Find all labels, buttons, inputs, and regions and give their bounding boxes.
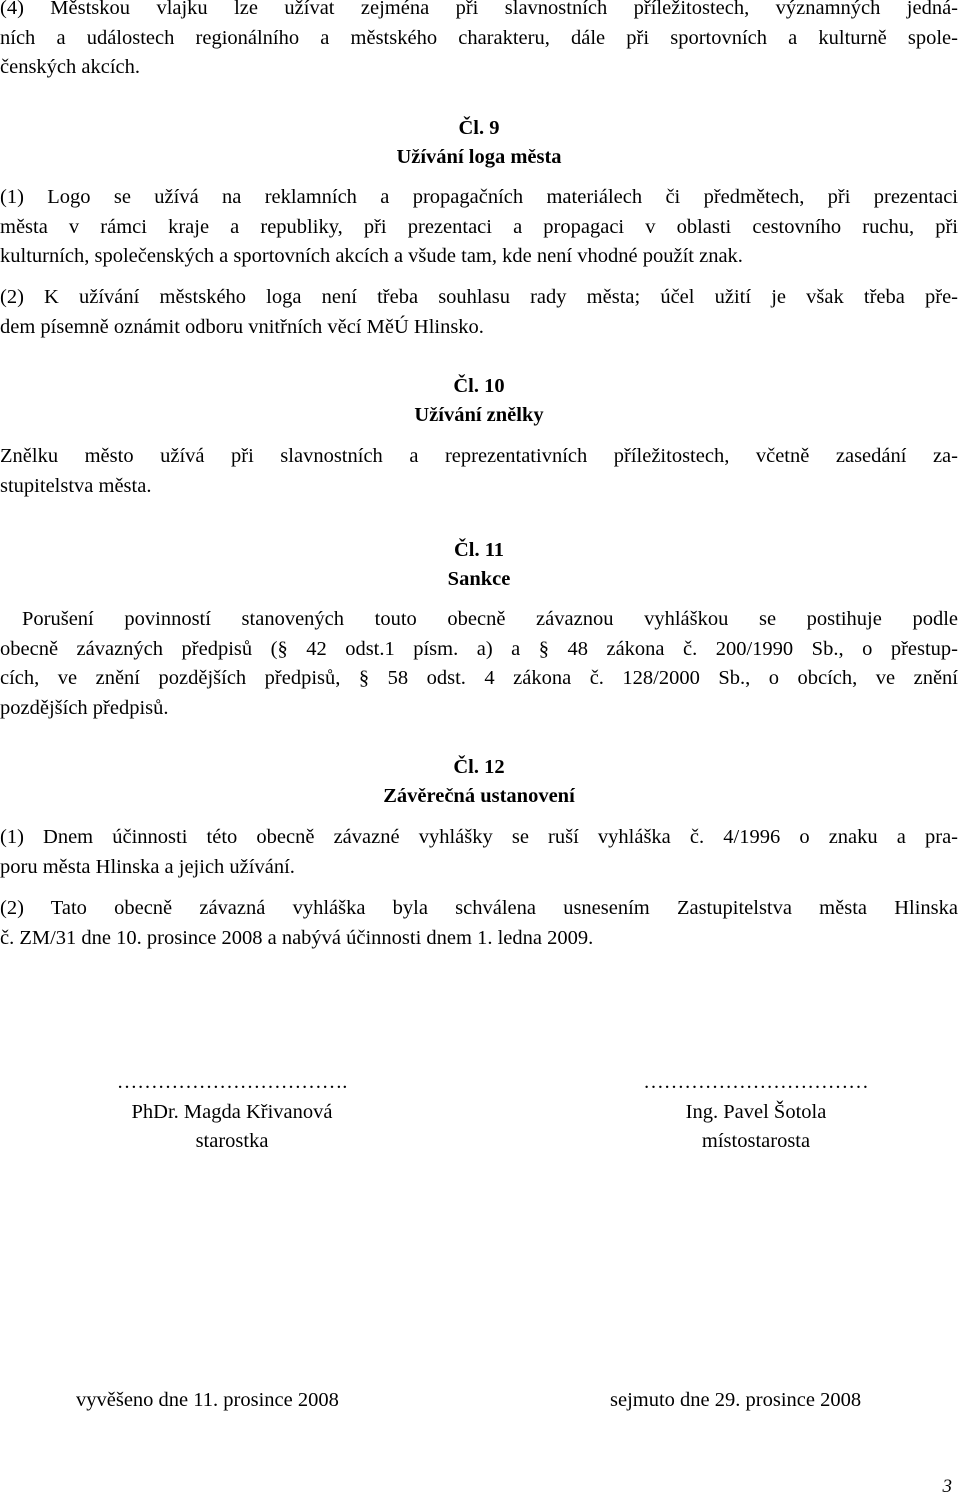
- text-line: cích, ve znění pozdějších předpisů, § 58 odst. 4 zákona č. 128/2000 Sb., o obcích, ve znění: [0, 667, 958, 689]
- article-9-number: [0, 114, 958, 144]
- article-11-number: [0, 536, 958, 566]
- signature-block-deputy-mayor: [586, 1068, 926, 1157]
- article-12-paragraph-1: [0, 823, 958, 882]
- article-9-paragraph-1: [0, 183, 958, 272]
- signatory-name: Ing. Pavel Šotola: [685, 1100, 827, 1123]
- text-line: kulturních, společenských a sportovních akcích a všude tam, kde není vhodné použít znak.: [0, 245, 743, 267]
- article-12-paragraph-2: [0, 894, 958, 953]
- article-title: Sankce: [447, 568, 511, 590]
- text-line: Znělku město užívá při slavnostních a reprezentativních příležitostech, včetně zasedání za-: [0, 445, 958, 467]
- text-line: ních a událostech regionálního a městského charakteru, dále při sportovních a kulturně spole-: [0, 26, 958, 49]
- article-9-title: [0, 143, 958, 173]
- article-9-paragraph-2: [0, 283, 958, 342]
- text-line: města v rámci kraje a republiky, při prezentaci a propagaci v oblasti cestovního ruchu, při: [0, 215, 958, 238]
- signature-line: …………………………….: [116, 1071, 348, 1093]
- signature-line: ……………………………: [643, 1071, 869, 1093]
- text-line: stupitelstva města.: [0, 474, 152, 497]
- signatory-name: PhDr. Magda Křivanová: [131, 1100, 333, 1123]
- article-number: Čl. 9: [458, 117, 500, 139]
- posted-date: vyvěšeno dne 11. prosince 2008: [76, 1389, 339, 1411]
- text-line: pozdějších předpisů.: [0, 696, 169, 719]
- text-line: čenských akcích.: [0, 56, 141, 78]
- article-title: Užívání znělky: [414, 404, 544, 426]
- page-number: 3: [942, 1476, 952, 1497]
- removed-date: sejmuto dne 29. prosince 2008: [610, 1389, 862, 1411]
- article-11-paragraph: [0, 605, 958, 723]
- article-number: Čl. 11: [453, 539, 505, 561]
- text-line: (1) Logo se užívá na reklamních a propagačních materiálech či předmětech, při prezentaci: [0, 186, 958, 208]
- signatory-role: místostarosta: [701, 1130, 811, 1152]
- text-line: Porušení povinností stanovených touto obecně závaznou vyhláškou se postihuje podle: [22, 608, 958, 630]
- article-number: Čl. 10: [453, 375, 505, 397]
- article-10-title: [0, 401, 958, 431]
- article-11-title: [0, 565, 958, 595]
- article-title: Užívání loga města: [396, 146, 562, 168]
- signature-block-mayor: [62, 1068, 402, 1157]
- text-line: (4) Městskou vlajku lze užívat zejména při slavnostních příležitostech, významných jedná-: [0, 0, 958, 19]
- text-line: dem písemně oznámit odboru vnitřních věcí MěÚ Hlinsko.: [0, 315, 484, 338]
- text-line: obecně závazných předpisů (§ 42 odst.1 písm. a) a § 48 zákona č. 200/1990 Sb., o přestup-: [0, 637, 958, 660]
- article-12-title: [0, 782, 958, 812]
- paragraph-4-flag: [0, 0, 958, 83]
- text-line: (2) K užívání městského loga není třeba souhlasu rady města; účel užití je však třeba pře-: [0, 286, 958, 308]
- text-line: (1) Dnem účinnosti této obecně závazné vyhlášky se ruší vyhláška č. 4/1996 o znaku a pra-: [0, 826, 958, 848]
- article-number: Čl. 12: [453, 756, 505, 778]
- article-12-number: [0, 753, 958, 783]
- text-line: (2) Tato obecně závazná vyhláška byla schválena usnesením Zastupitelstva města Hlinska: [0, 897, 958, 919]
- article-10-paragraph: [0, 442, 958, 501]
- signatory-role: starostka: [195, 1130, 269, 1152]
- article-10-number: [0, 372, 958, 402]
- article-title: Závěrečná ustanovení: [383, 785, 575, 807]
- text-line: č. ZM/31 dne 10. prosince 2008 a nabývá účinnosti dnem 1. ledna 2009.: [0, 926, 594, 949]
- text-line: poru města Hlinska a jejich užívání.: [0, 855, 295, 878]
